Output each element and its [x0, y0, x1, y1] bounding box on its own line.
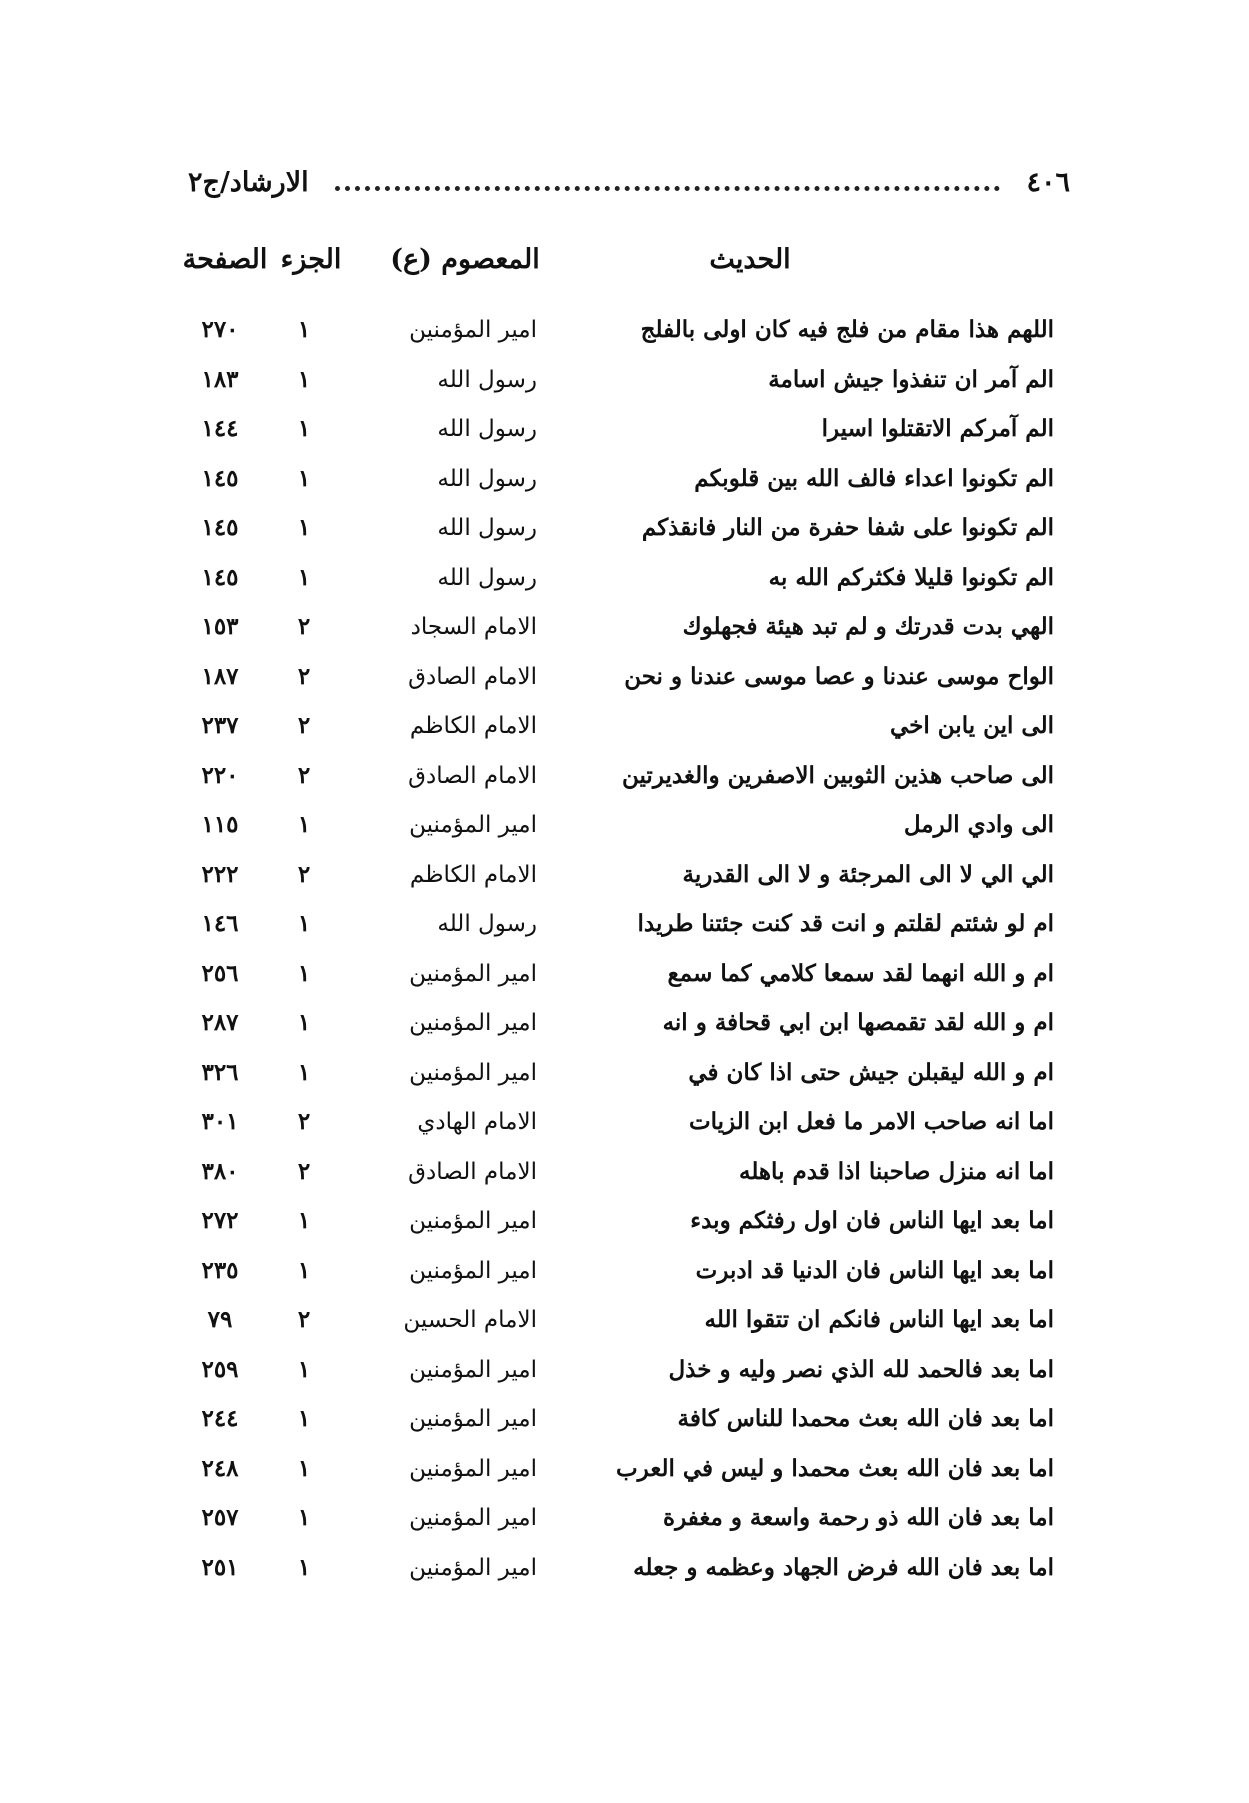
hadith-cell: اما بعد ايها الناس فان الدنيا قد ادبرت [695, 1256, 1054, 1284]
hadith-cell: الهي بدت قدرتك و لم تبد هيئة فجهلوك [682, 613, 1054, 640]
table-row [0, 702, 1249, 752]
hadith-cell: اما بعد فالحمد لله الذي نصر وليه و خذل [668, 1355, 1054, 1383]
hadith-cell: الم آمركم الاتقتلوا اسيرا [821, 415, 1054, 442]
hadith-cell: اما بعد فان الله بعث محمدا للناس كافة [677, 1405, 1054, 1432]
hadith-cell: اما بعد فان الله بعث محمدا و ليس في العرب [616, 1454, 1054, 1482]
safha-cell: ١٤٥ [201, 514, 239, 541]
masum-cell: امير المؤمنين [409, 812, 537, 838]
juz-cell: ١ [297, 1405, 311, 1432]
masum-cell: الامام الكاظم [409, 861, 537, 888]
hadith-cell: الي الي لا الى المرجئة و لا الى القدرية [682, 860, 1054, 888]
safha-cell: ٣٠١ [201, 1108, 239, 1135]
juz-cell: ٢ [297, 662, 311, 690]
masum-cell: رسول الله [437, 416, 537, 442]
masum-cell: امير المؤمنين [409, 1257, 537, 1284]
table-row [0, 356, 1249, 406]
safha-cell: ١٤٥ [201, 464, 239, 492]
table-row [0, 1098, 1249, 1148]
safha-cell: ٢٤٨ [201, 1454, 239, 1482]
hadith-cell: اللهم هذا مقام من فلج فيه كان اولى بالفلج [640, 316, 1054, 343]
juz-cell: ١ [297, 415, 311, 442]
masum-cell: الامام الكاظم [409, 713, 537, 739]
table-row [0, 1247, 1249, 1297]
safha-cell: ١٤٦ [201, 910, 239, 937]
hadith-cell: الم آمر ان تنفذوا جيش اسامة [768, 365, 1054, 393]
masum-cell: رسول الله [437, 366, 537, 393]
masum-cell: امير المؤمنين [409, 1406, 537, 1432]
table-row [0, 1395, 1249, 1445]
juz-cell: ٢ [297, 761, 311, 789]
masum-cell: الامام الهادي [417, 1109, 537, 1135]
table-row [0, 1296, 1249, 1346]
safha-cell: ١٤٤ [201, 415, 239, 442]
masum-cell: امير المؤمنين [409, 1208, 537, 1234]
safha-cell: ٢٥٩ [201, 1355, 239, 1383]
table-row [0, 603, 1249, 653]
masum-cell: الامام الحسين [403, 1307, 537, 1333]
safha-cell: ٢٢٢ [201, 860, 239, 888]
safha-cell: ١٨٣ [201, 365, 239, 393]
juz-cell: ١ [297, 1454, 311, 1482]
safha-cell: ١٤٥ [201, 563, 239, 591]
masum-cell: رسول الله [437, 465, 537, 492]
juz-cell: ١ [297, 910, 311, 937]
hadith-cell: الم تكونوا على شفا حفرة من النار فانقذكم [641, 514, 1054, 541]
hadith-cell: اما انه منزل صاحبنا اذا قدم باهله [738, 1157, 1054, 1185]
juz-cell: ١ [297, 1256, 311, 1284]
juz-cell: ٢ [297, 1108, 311, 1135]
hadith-cell: اما انه صاحب الامر ما فعل ابن الزيات [688, 1108, 1054, 1135]
masum-cell: الامام السجاد [410, 614, 537, 640]
table-row [0, 900, 1249, 950]
safha-cell: ٣٨٠ [201, 1157, 239, 1185]
table-row [0, 1544, 1249, 1594]
column-header-juz: الجزء [280, 244, 342, 275]
table-row [0, 950, 1249, 1000]
juz-cell: ١ [297, 514, 311, 541]
masum-cell: رسول الله [437, 515, 537, 541]
juz-cell: ١ [297, 1058, 311, 1086]
hadith-cell: الم تكونوا اعداء فالف الله بين قلوبكم [694, 464, 1054, 492]
table-row [0, 1494, 1249, 1544]
table-row [0, 554, 1249, 604]
hadith-cell: الى وادي الرمل [903, 811, 1054, 838]
safha-cell: ٢٤٤ [201, 1405, 239, 1432]
safha-cell: ٢٣٧ [201, 712, 239, 739]
safha-cell: ٢٨٧ [201, 1009, 239, 1036]
safha-cell: ٢٥٦ [201, 959, 239, 987]
running-head [188, 160, 1070, 204]
masum-cell: الامام الصادق [408, 762, 537, 789]
hadith-cell: الم تكونوا قليلا فكثركم الله به [768, 563, 1054, 591]
table-row [0, 306, 1249, 356]
table-row [0, 653, 1249, 703]
masum-cell: امير المؤمنين [409, 1356, 537, 1383]
hadith-cell: الى اين يابن اخي [890, 712, 1054, 739]
hadith-cell: ام و الله انهما لقد سمعا كلامي كما سمع [667, 959, 1054, 987]
juz-cell: ٢ [297, 1157, 311, 1185]
juz-cell: ١ [297, 1504, 311, 1531]
safha-cell: ١٥٣ [201, 613, 239, 640]
masum-cell: امير المؤمنين [409, 1010, 537, 1036]
table-row [0, 455, 1249, 505]
safha-cell: ٢٥١ [201, 1553, 239, 1581]
hadith-cell: اما بعد فان الله ذو رحمة واسعة و مغفرة [663, 1504, 1054, 1531]
juz-cell: ١ [297, 316, 311, 343]
juz-cell: ٢ [297, 613, 311, 640]
juz-cell: ١ [297, 1207, 311, 1234]
safha-cell: ١١٥ [201, 811, 239, 838]
safha-cell: ١٨٧ [201, 662, 239, 690]
juz-cell: ١ [297, 959, 311, 987]
juz-cell: ١ [297, 1553, 311, 1581]
safha-cell: ٧٩ [207, 1306, 233, 1333]
column-header-masum: المعصوم (ع) [390, 244, 540, 275]
table-row [0, 801, 1249, 851]
safha-cell: ٢٧٢ [201, 1207, 239, 1234]
book-title: الارشاد/ج٢ [188, 166, 309, 198]
hadith-cell: اما بعد فان الله فرض الجهاد وعظمه و جعله [633, 1553, 1054, 1581]
masum-cell: امير المؤمنين [409, 317, 537, 343]
table-row [0, 752, 1249, 802]
masum-cell: رسول الله [437, 911, 537, 937]
juz-cell: ١ [297, 1355, 311, 1383]
table-row [0, 1445, 1249, 1495]
hadith-cell: ام لو شئتم لقلتم و انت قد كنت جئتنا طريدا [637, 910, 1054, 937]
table-row [0, 1148, 1249, 1198]
page-number: ٤٠٦ [1026, 166, 1070, 198]
column-header-hadith: الحديث [709, 244, 791, 275]
table-row [0, 1049, 1249, 1099]
safha-cell: ٢٣٥ [201, 1256, 239, 1284]
hadith-cell: اما بعد ايها الناس فانكم ان تتقوا الله [704, 1306, 1054, 1333]
table-row [0, 1346, 1249, 1396]
juz-cell: ١ [297, 811, 311, 838]
table-row [0, 999, 1249, 1049]
masum-cell: الامام الصادق [408, 663, 537, 690]
hadith-cell: ام و الله لقد تقمصها ابن ابي قحافة و انه [662, 1009, 1054, 1036]
masum-cell: امير المؤمنين [409, 1505, 537, 1531]
safha-cell: ٣٢٦ [201, 1058, 239, 1086]
table-row [0, 1197, 1249, 1247]
masum-cell: امير المؤمنين [409, 960, 537, 987]
safha-cell: ٢٧٠ [201, 316, 239, 343]
leader-dots [335, 186, 1001, 191]
juz-cell: ٢ [297, 860, 311, 888]
juz-cell: ١ [297, 563, 311, 591]
hadith-cell: اما بعد ايها الناس فان اول رفثكم وبدء [690, 1207, 1054, 1234]
table-row [0, 504, 1249, 554]
safha-cell: ٢٥٧ [201, 1504, 239, 1531]
hadith-cell: ام و الله ليقبلن جيش حتى اذا كان في [688, 1058, 1054, 1086]
index-table [0, 306, 1249, 1593]
masum-cell: امير المؤمنين [409, 1455, 537, 1482]
hadith-cell: الواح موسى عندنا و عصا موسى عندنا و نحن [624, 662, 1054, 690]
juz-cell: ١ [297, 365, 311, 393]
table-row [0, 851, 1249, 901]
juz-cell: ٢ [297, 1306, 311, 1333]
juz-cell: ١ [297, 464, 311, 492]
hadith-cell: الى صاحب هذين الثوبين الاصفرين والغديرتين [621, 761, 1054, 789]
safha-cell: ٢٢٠ [201, 761, 239, 789]
column-header-safha: الصفحة [182, 244, 268, 275]
masum-cell: امير المؤمنين [409, 1059, 537, 1086]
juz-cell: ٢ [297, 712, 311, 739]
masum-cell: رسول الله [437, 564, 537, 591]
table-row [0, 405, 1249, 455]
masum-cell: امير المؤمنين [409, 1554, 537, 1581]
masum-cell: الامام الصادق [408, 1158, 537, 1185]
juz-cell: ١ [297, 1009, 311, 1036]
